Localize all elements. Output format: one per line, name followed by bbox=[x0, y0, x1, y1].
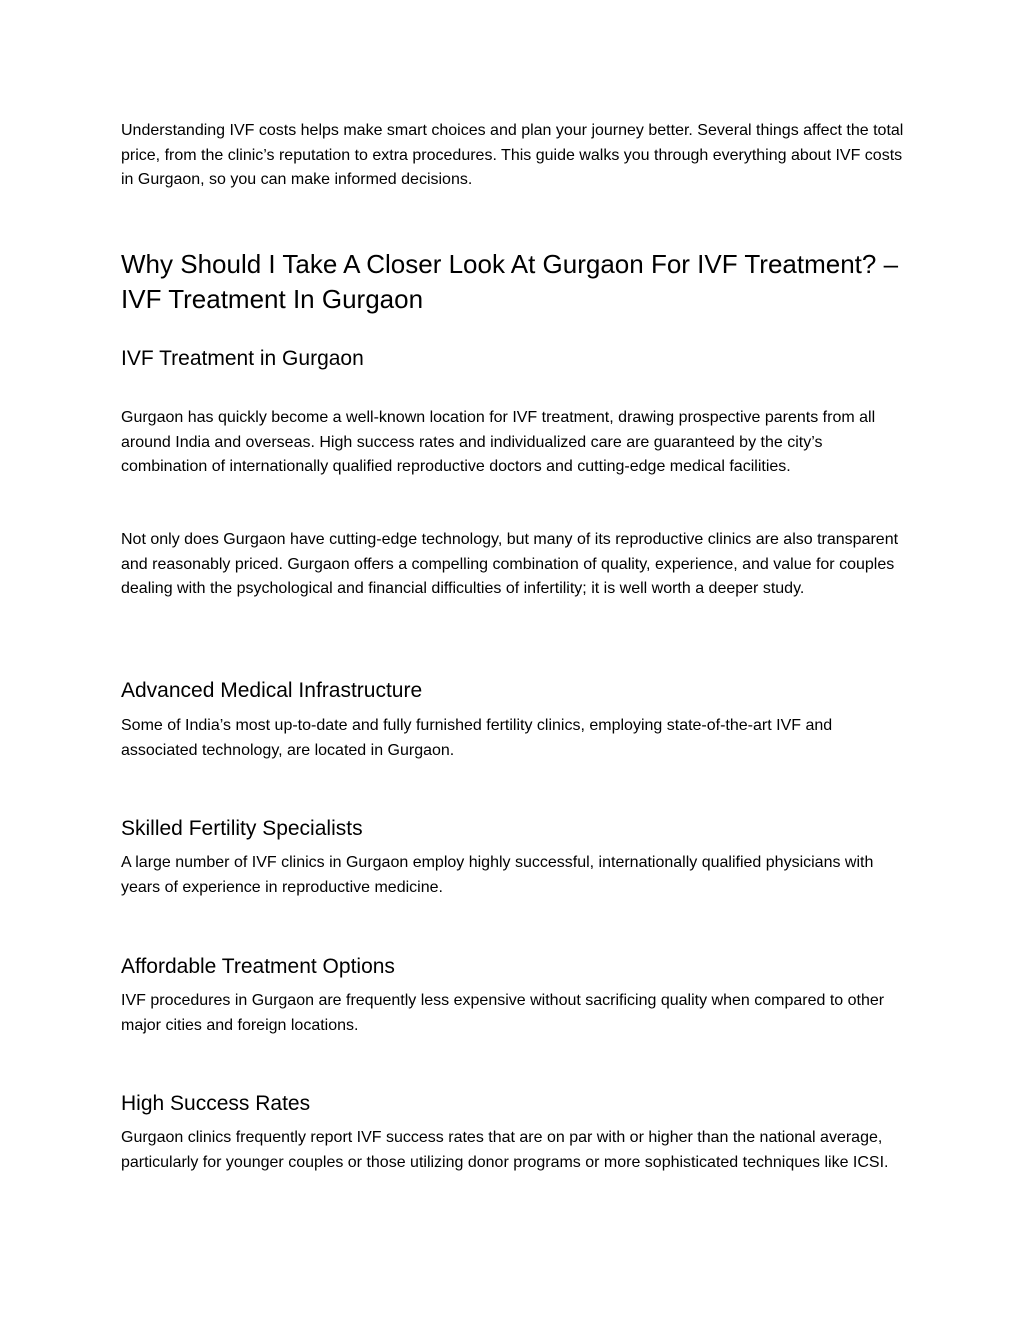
section-heading-affordable: Affordable Treatment Options bbox=[121, 955, 395, 978]
section-text-infrastructure: Some of India’s most up-to-date and fully furnished fertility clinics, employing state-of-the-art IVF and associated technology, are located in Gurgaon. bbox=[121, 717, 833, 759]
section-heading-specialists: Skilled Fertility Specialists bbox=[121, 817, 363, 840]
paragraph-transparency: Not only does Gurgaon have cutting-edge technology, but many of its reproductive clinics are also transparent and reasonably priced. Gurgaon offers a compelling combination of quality, experience, and value for couples dealing with the psychological and financial difficulties of infertility; it is well worth a deeper study. bbox=[121, 531, 899, 597]
section-text-specialists: A large number of IVF clinics in Gurgaon employ highly successful, internationally qualified physicians with years of experience in reproductive medicine. bbox=[121, 854, 874, 896]
section-text-affordable: IVF procedures in Gurgaon are frequently less expensive without sacrificing quality when compared to other major cities and foreign locations. bbox=[121, 992, 885, 1034]
subheading: IVF Treatment in Gurgaon bbox=[121, 347, 364, 370]
section-text-success-rates: Gurgaon clinics frequently report IVF success rates that are on par with or higher than the national average, particularly for younger couples or those utilizing donor programs or more sophisticated techniques like ICSI. bbox=[121, 1129, 889, 1171]
intro-paragraph: Understanding IVF costs helps make smart choices and plan your journey better. Several things affect the total price, from the clinic’s reputation to extra procedures. This guide walks you through everything about IVF costs in Gurgaon, so you can make informed decisions. bbox=[121, 122, 904, 188]
page-title: Why Should I Take A Closer Look At Gurgaon For IVF Treatment? – IVF Treatment In Gurgaon bbox=[121, 249, 899, 314]
section-heading-success-rates: High Success Rates bbox=[121, 1092, 311, 1115]
paragraph-overview: Gurgaon has quickly become a well-known location for IVF treatment, drawing prospective parents from all around India and overseas. High success rates and individualized care are guaranteed by the city’s combination of internationally qualified reproductive doctors and cutting-edge medical facilities. bbox=[121, 409, 876, 475]
section-heading-infrastructure: Advanced Medical Infrastructure bbox=[121, 679, 423, 702]
